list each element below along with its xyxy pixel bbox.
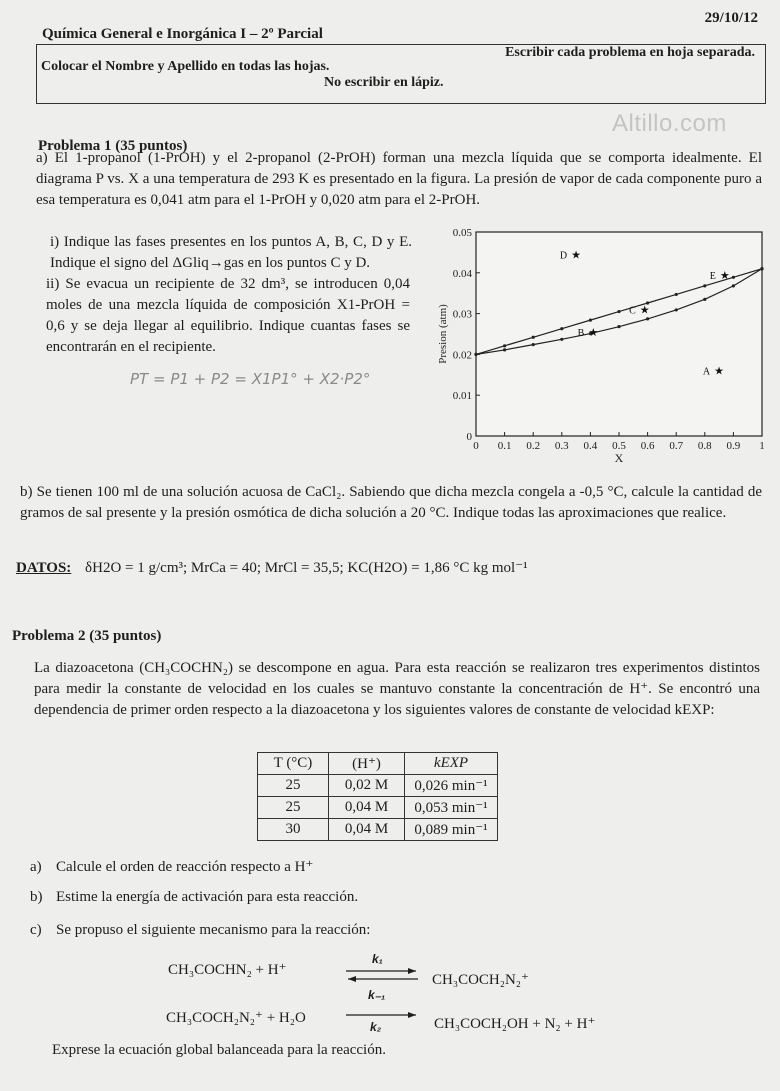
point-label-E: E: [709, 270, 716, 282]
instructions-box: [36, 44, 766, 104]
table-cell: 0,04 M: [329, 819, 405, 841]
closing-question: Exprese la ecuación global balanceada para la reacción.: [52, 1042, 386, 1058]
series-point-0: [732, 276, 735, 279]
table-cell: 25: [258, 797, 329, 819]
y-axis-label: Presion (atm): [437, 304, 449, 364]
y-tick-label: 0.04: [452, 267, 472, 280]
series-point-1: [675, 308, 678, 311]
y-tick-label: 0.03: [452, 308, 472, 321]
table-row: [258, 819, 498, 841]
pvx-chart: [430, 222, 775, 468]
y-tick-label: 0.05: [452, 227, 472, 239]
series-point-0: [589, 319, 592, 322]
table-cell: 0,02 M: [329, 775, 405, 797]
series-point-0: [703, 284, 706, 287]
point-marker-E: ★: [719, 269, 730, 282]
k-minus1-label: k₋₁: [368, 988, 386, 1002]
table-cell: 0,026 min⁻¹: [405, 775, 498, 797]
point-marker-B: ★: [588, 326, 599, 339]
series-point-0: [675, 293, 678, 296]
list-text: Se propuso el siguiente mecanismo para la reacción:: [56, 922, 371, 938]
y-tick-label: 0.01: [452, 390, 472, 403]
series-point-0: [560, 327, 563, 330]
table-row: [258, 797, 498, 819]
x-tick-label: 0: [473, 440, 479, 452]
point-label-A: A: [702, 366, 711, 378]
problem1-a-intro: a) El 1-propanol (1-PrOH) y el 2-propanol (2-PrOH) forman una mezcla líquida que se comporta idealmente. El diagrama P vs. X a una temperatura de 293 K es presentado en la figura. La presión de vapor de cada componente puro a esa temperatura es 0,041 atm para el 1-PrOH y 0,020 atm para el 2-PrOH.: [36, 150, 762, 208]
mech2-reactants: CH₃COCH₂N₂⁺ + H₂O: [166, 1010, 306, 1026]
list-text: Estime la energía de activación para esta reacción.: [56, 889, 359, 905]
x-tick-label: 0.3: [554, 440, 569, 452]
list-item: [30, 922, 370, 939]
series-point-1: [617, 325, 620, 328]
list-marker: b): [30, 889, 43, 905]
list-marker: c): [30, 922, 42, 938]
k-exp-table: [257, 752, 498, 841]
table-cell: 0,089 min⁻¹: [405, 819, 498, 841]
plot-area: [476, 232, 762, 436]
table-header: T (°C): [258, 753, 329, 775]
table-cell: 0,04 M: [329, 797, 405, 819]
series-point-0: [503, 344, 506, 347]
table-cell: 0,053 min⁻¹: [405, 797, 498, 819]
point-marker-D: ★: [571, 249, 582, 262]
table-header: (H⁺): [329, 753, 405, 775]
equilibrium-arrow-icon: [344, 966, 420, 986]
list-text: Calcule el orden de reacción respecto a H⁺: [56, 859, 314, 875]
k1-label: k₁: [372, 952, 383, 966]
problem2-intro: La diazoacetona (CH₃COCHN₂) se descompone en agua. Para esta reacción se realizaron tres experimentos distintos para medir la constante de velocidad en los cuales se mantuvo constante la concentración de H⁺. Se encontró una dependencia de primer orden respecto a la diazoacetona y los siguientes valores de constante de velocidad kEXP:: [34, 660, 760, 718]
instruction-pencil: No escribir en lápiz.: [324, 75, 444, 90]
datos-label: DATOS:: [16, 560, 72, 576]
course-title: Química General e Inorgánica I – 2º Parcial: [42, 26, 323, 42]
watermark: Altillo.com: [612, 110, 727, 137]
mech1-reactants: CH₃COCHN₂ + H⁺: [168, 962, 287, 978]
series-point-1: [503, 348, 506, 351]
problem1-title: Problema 1 (35 puntos): [38, 138, 188, 154]
table-row: [258, 775, 498, 797]
list-marker: a): [30, 859, 42, 875]
list-item: [30, 889, 358, 906]
table-header: kEXP: [405, 753, 498, 775]
point-label-B: B: [577, 327, 585, 339]
problem2-title: Problema 2 (35 puntos): [12, 628, 162, 644]
series-point-1: [560, 338, 563, 341]
problem1-b: b) Se tienen 100 ml de una solución acuosa de CaCl₂. Sabiendo que dicha mezcla congela a -0,5 °C, calcule la cantidad de gramos de sal presente y la presión osmótica de dicha solución a 20 °C. Indique todas las aproximaciones que realice.: [20, 484, 762, 521]
y-tick-label: 0.02: [452, 349, 472, 362]
x-tick-label: 0.2: [526, 440, 541, 452]
problem1-a-i: i) Indique las fases presentes en los puntos A, B, C, D y E. Indique el signo del ΔGliq→gas en los puntos C y D.: [50, 234, 412, 271]
datos-text: δH2O = 1 g/cm³; MrCa = 40; MrCl = 35,5; KC(H2O) = 1,86 °C kg mol⁻¹: [85, 560, 528, 576]
series-point-1: [474, 353, 477, 356]
y-tick-label: 0: [466, 431, 472, 443]
mech1-products: CH₃COCH₂N₂⁺: [432, 972, 529, 988]
table-cell: 30: [258, 819, 329, 841]
point-marker-C: ★: [639, 304, 650, 317]
x-tick-label: 0.4: [583, 440, 598, 452]
list-item: [30, 857, 313, 876]
x-tick-label: 0.1: [497, 440, 512, 452]
point-marker-A: ★: [714, 365, 725, 378]
x-tick-label: 0.7: [669, 440, 684, 452]
table-header-row: [258, 753, 498, 775]
instruction-separate: Escribir cada problema en hoja separada.: [505, 45, 755, 60]
k2-label: k₂: [370, 1020, 382, 1034]
table-cell: 25: [258, 775, 329, 797]
problem1-a-ii: ii) Se evacua un recipiente de 32 dm³, se introducen 0,04 moles de una mezcla líquida de composición X1-PrOH = 0,6 y se deja llegar al equilibrio. Indique cuantas fases se encontrarán en el recipiente.: [46, 276, 410, 355]
arrow-right-icon: [344, 1010, 420, 1020]
handwritten-note: PT = P1 + P2 = X1P1° + X2·P2°: [130, 370, 371, 388]
x-tick-label: 0.6: [640, 440, 655, 452]
series-point-0: [617, 310, 620, 313]
series-point-1: [760, 267, 763, 270]
x-tick-label: 0.8: [697, 440, 712, 452]
x-axis-label: X: [614, 451, 624, 465]
x-tick-label: 0.9: [726, 440, 741, 452]
instruction-name: Colocar el Nombre y Apellido en todas las hojas.: [41, 59, 330, 74]
point-label-D: D: [559, 250, 568, 262]
mech2-products: CH₃COCH₂OH + N₂ + H⁺: [434, 1016, 596, 1032]
exam-date: 29/10/12: [704, 10, 758, 26]
series-point-0: [532, 336, 535, 339]
point-label-C: C: [629, 305, 636, 317]
series-point-1: [532, 343, 535, 346]
series-point-1: [703, 298, 706, 301]
series-point-1: [646, 317, 649, 320]
x-tick-label: 1: [759, 440, 765, 452]
x-tick-label: 0.5: [612, 440, 626, 452]
series-point-1: [732, 284, 735, 287]
